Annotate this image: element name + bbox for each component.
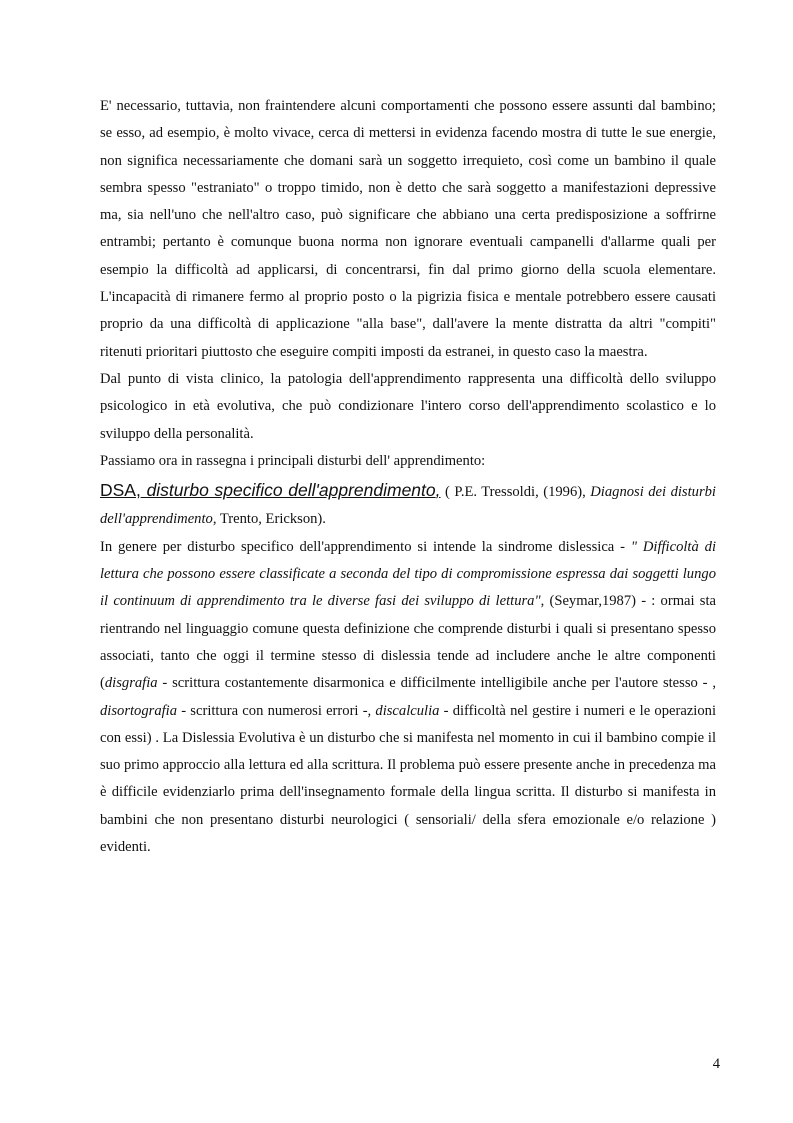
heading-dsa: DSA,	[100, 480, 141, 501]
body-text	[100, 93, 716, 861]
page-number: 4	[712, 1056, 720, 1072]
term-disortografia: disortografia	[100, 702, 178, 719]
heading-comma: ,	[435, 480, 441, 501]
para4-s1: In genere per disturbo specifico dell'apprendimento si intende la sindrome dislessica -	[100, 538, 631, 555]
term-disgrafia: disgrafia	[104, 675, 158, 692]
para4-s4: - scrittura con numerosi errori	[177, 702, 363, 719]
heading-title-text: disturbo specifico dell'apprendimento	[146, 480, 436, 501]
paragraph-dsa-definition	[100, 534, 716, 862]
para4-s3: - scrittura costantemente disarmonica e difficilmente intelligibile anche per l'autore stesso - ,	[157, 675, 716, 692]
heading-ref-book: Diagnosi dei disturbi dell'apprendimento	[100, 484, 716, 528]
para4-s5: - difficoltà nel gestire i numeri e le operazioni con essi) . La Dislessia Evolutiva è un disturbo che si manifesta nel momento in cui il bambino compie il suo primo approccio alla lettura ed alla scrittura. Il problema può essere presente anche in precedenza ma è difficile evidenziarlo prima dell'insegnamento formale della lingua scritta. Il disturbo si manifesta in bambini che non presentano disturbi neurologici ( sensoriali/ della sfera emozionale e/o relazione ) evidenti.	[100, 702, 716, 856]
para4-s2: , (Seymar,1987) - : ormai sta rientrando nel linguaggio comune questa definizione che comprende disturbi i quali si presentano spesso associati, tanto che oggi il termine stesso di dislessia tende ad includere anche le altre componenti (	[100, 593, 716, 692]
heading-title	[141, 480, 436, 500]
para4-quote: " Difficoltà di lettura che possono essere classificate a seconda del tipo di compromissione espressa dai soggetti lungo il continuum di apprendimento tra le diverse fasi dei sviluppo di lettura"	[100, 538, 716, 610]
section-heading	[100, 477, 716, 534]
heading-ref-close: , Trento, Erickson).	[212, 511, 326, 528]
term-discalculia: -, discalculia	[362, 702, 440, 719]
paragraph-behaviour: E' necessario, tuttavia, non fraintendere alcuni comportamenti che possono essere assunti dal bambino; se esso, ad esempio, è molto vivace, cerca di mettersi in evidenza facendo mostra di tutte le sue energie, non significa necessariamente che domani sarà un soggetto irrequieto, così come un bambino il quale sembra spesso "estraniato" o troppo timido, non è detto che sarà soggetto a manifestazioni depressive ma, sia nell'uno che nell'altro caso, può significare che abbiano una certa predisposizione a soffrirne entrambi; pertanto è comunque buona norma non ignorare eventuali campanelli d'allarme quali per esempio la difficoltà ad applicarsi, di concentrarsi, fin dal primo giorno della scuola elementare. L'incapacità di rimanere fermo al proprio posto o la pigrizia fisica e mentale potrebbero essere causati proprio da una difficoltà di applicazione "alla base", dall'avere la mente distratta da altri "compiti" ritenuti prioritari piuttosto che eseguire compiti imposti da estranei, in questo caso la maestra.	[100, 98, 716, 360]
paragraph-clinical: Dal punto di vista clinico, la patologia dell'apprendimento rappresenta una difficoltà dello sviluppo psicologico in età evolutiva, che può condizionare l'intero corso dell'apprendimento scolastico e lo sviluppo della personalità.	[100, 370, 716, 442]
heading-ref-open: ( P.E. Tressoldi, (1996),	[440, 484, 591, 501]
paragraph-intro-list: Passiamo ora in rassegna i principali disturbi dell' apprendimento:	[100, 452, 486, 469]
